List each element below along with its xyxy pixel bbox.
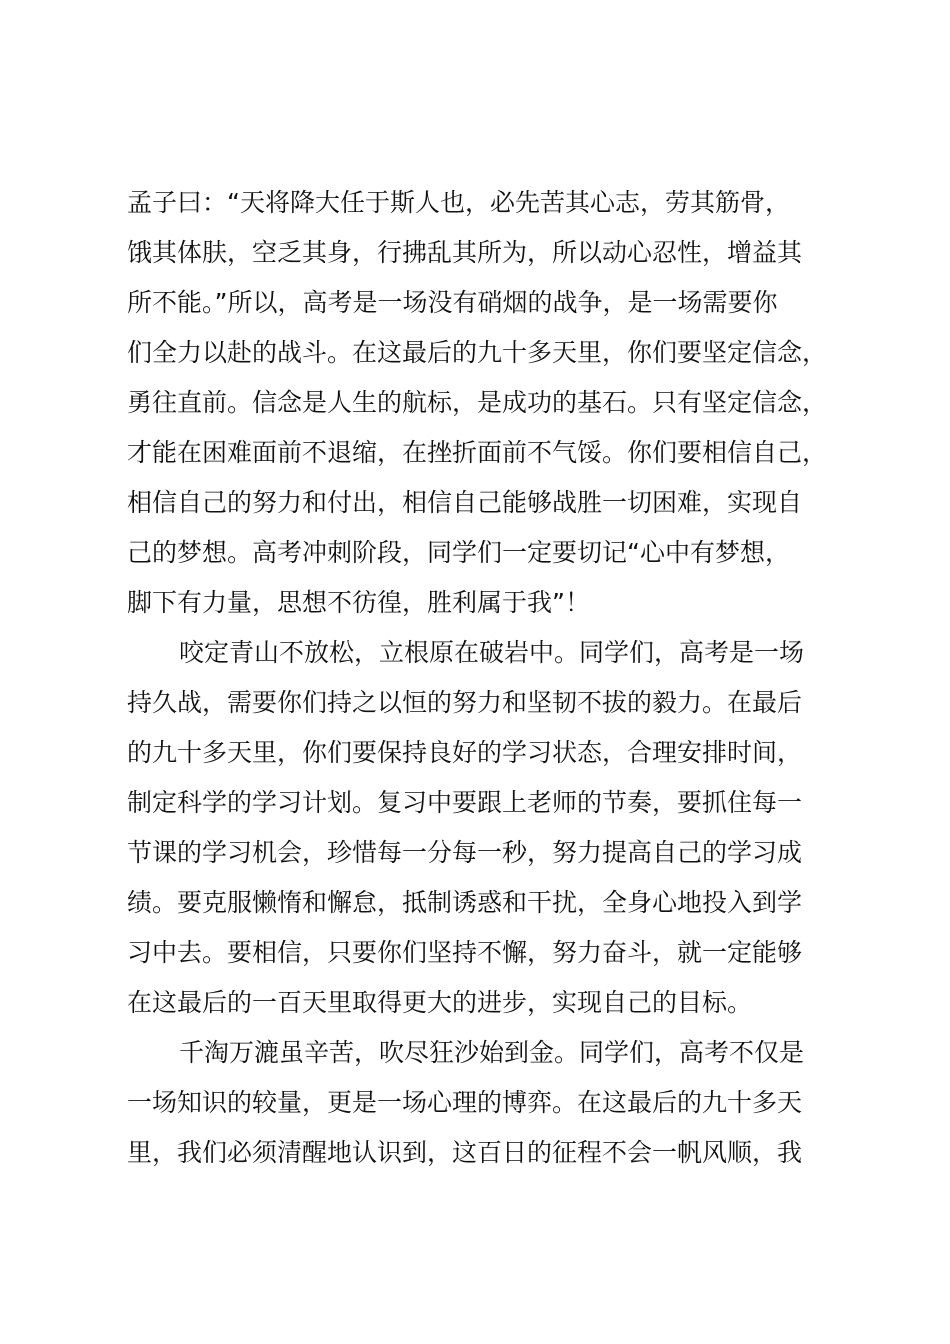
paragraph-3-line-1: 千淘万漉虽辛苦，吹尽狂沙始到金。同学们，高考不仅是 bbox=[179, 1038, 805, 1067]
paragraph-1-line-7: 相信自己的努力和付出，相信自己能够战胜一切困难，实现自 bbox=[127, 488, 803, 517]
document-body bbox=[127, 178, 837, 1178]
paragraph-3-line-2: 一场知识的较量，更是一场心理的博弈。在这最后的九十多天 bbox=[127, 1088, 803, 1117]
paragraph-1-line-2: 饿其体肤，空乏其身，行拂乱其所为，所以动心忍性，增益其 bbox=[127, 238, 803, 267]
paragraph-1-line-8: 己的梦想。高考冲刺阶段，同学们一定要切记“心中有梦想， bbox=[127, 538, 790, 567]
paragraph-2-line-3: 的九十多天里，你们要保持良好的学习状态，合理安排时间， bbox=[127, 738, 803, 767]
paragraph-1-line-6: 才能在困难面前不退缩，在挫折面前不气馁。你们要相信自己， bbox=[127, 438, 828, 467]
paragraph-2-line-1: 咬定青山不放松，立根原在破岩中。同学们，高考是一场 bbox=[179, 638, 805, 667]
paragraph-3-line-3: 里，我们必须清醒地认识到，这百日的征程不会一帆风顺，我 bbox=[127, 1138, 803, 1167]
paragraph-1-line-9: 脚下有力量，思想不彷徨，胜利属于我”！ bbox=[127, 588, 590, 617]
paragraph-2-line-7: 习中去。要相信，只要你们坚持不懈，努力奋斗，就一定能够 bbox=[127, 938, 803, 967]
paragraph-1-line-3: 所不能。”所以，高考是一场没有硝烟的战争，是一场需要你 bbox=[127, 288, 778, 317]
paragraph-1-line-5: 勇往直前。信念是人生的航标，是成功的基石。只有坚定信念， bbox=[127, 388, 828, 417]
paragraph-2-line-6: 绩。要克服懒惰和懈怠，抵制诱惑和干扰，全身心地投入到学 bbox=[127, 888, 803, 917]
paragraph-2-line-8: 在这最后的一百天里取得更大的进步，实现自己的目标。 bbox=[127, 988, 753, 1017]
paragraph-2-line-4: 制定科学的学习计划。复习中要跟上老师的节奏，要抓住每一 bbox=[127, 788, 803, 817]
paragraph-1-line-4: 们全力以赴的战斗。在这最后的九十多天里，你们要坚定信念， bbox=[127, 338, 828, 367]
paragraph-1-line-1: 孟子曰：“天将降大任于斯人也，必先苦其心志，劳其筋骨， bbox=[127, 188, 790, 217]
paragraph-2-line-2: 持久战，需要你们持之以恒的努力和坚韧不拔的毅力。在最后 bbox=[127, 688, 803, 717]
paragraph-2-line-5: 节课的学习机会，珍惜每一分每一秒，努力提高自己的学习成 bbox=[127, 838, 803, 867]
